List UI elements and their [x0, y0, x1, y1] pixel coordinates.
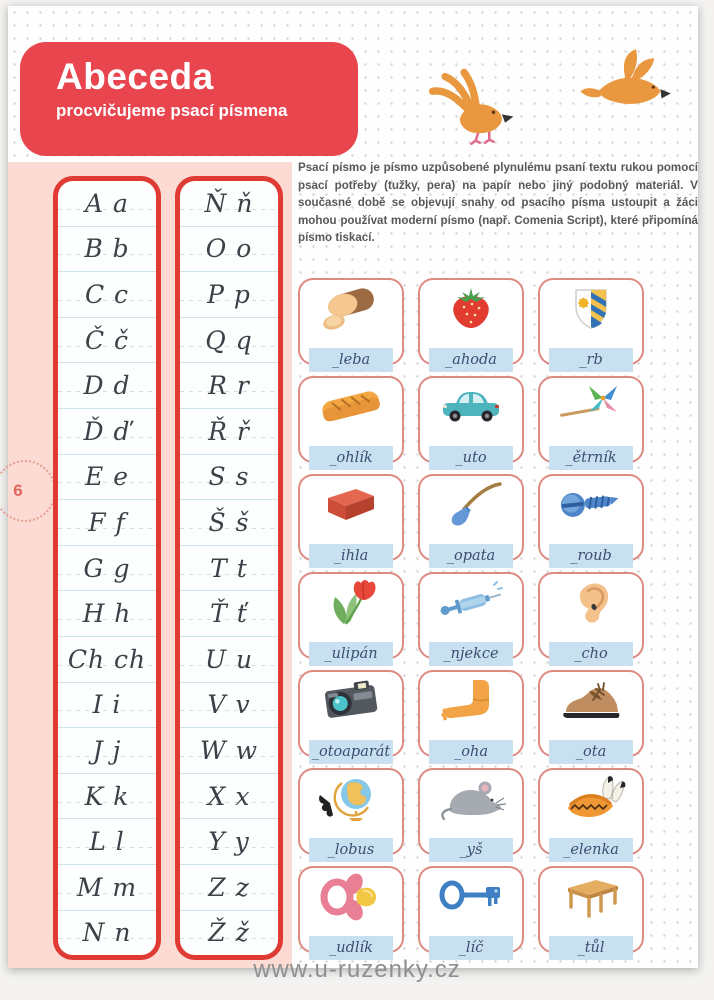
word-label: _lobus — [309, 838, 393, 862]
picture-card — [418, 278, 524, 368]
key-icon — [420, 869, 522, 925]
page-number: 6 — [13, 481, 23, 500]
word-label: _ahoda — [429, 348, 513, 372]
syringe-icon — [420, 575, 522, 631]
word-label: _ětrník — [549, 446, 633, 470]
flying-bird-icon — [428, 64, 518, 148]
picture-card — [538, 670, 644, 760]
letter-pair-row: F f — [58, 500, 156, 546]
flying-bird-icon — [576, 46, 674, 118]
letter-pair-row: J j — [58, 728, 156, 774]
letter-pair-row: B b — [58, 227, 156, 273]
headband-icon — [540, 771, 642, 827]
word-label: _líč — [429, 936, 513, 960]
letter-pair-row: Z z — [180, 865, 278, 911]
camera-icon — [300, 673, 402, 729]
word-label: _ota — [549, 740, 633, 764]
letter-pair-row: Ř ř — [180, 409, 278, 455]
letter-pair-row: H h — [58, 591, 156, 637]
letter-pair-row: R r — [180, 363, 278, 409]
letter-pair-row: N n — [58, 911, 156, 956]
letter-pair-row: Y y — [180, 819, 278, 865]
mouse-icon — [420, 771, 522, 827]
letter-pair-row: K k — [58, 774, 156, 820]
word-label: _rb — [549, 348, 633, 372]
intro-paragraph: Psací písmo je písmo uzpůsobené plynulému psaní textu rukou pomocí psací potřeby (tužky, pera) na papír nebo jiný podobný materiál. V současné době se objevují snahy od psacího písma ustoupit a žáci mohou používat moderní písmo (např. Comenia Script), které připomíná písmo tiskací. — [298, 161, 698, 244]
picture-card — [538, 278, 644, 368]
shield-icon — [540, 281, 642, 337]
shovel-icon — [420, 477, 522, 533]
picture-card — [298, 474, 404, 564]
word-label: _elenka — [549, 838, 633, 862]
alphabet-panel — [8, 162, 292, 968]
letter-pair-row: P p — [180, 272, 278, 318]
pinwheel-icon — [540, 379, 642, 435]
pacifier-icon — [300, 869, 402, 925]
baguette-icon — [300, 379, 402, 435]
picture-card — [538, 376, 644, 466]
word-label: _otoaparát — [309, 740, 393, 764]
letter-pair-row: V v — [180, 683, 278, 729]
picture-card — [418, 866, 524, 956]
word-label: _njekce — [429, 642, 513, 666]
picture-card — [418, 376, 524, 466]
picture-card — [418, 474, 524, 564]
picture-card — [298, 376, 404, 466]
letter-pair-row: E e — [58, 455, 156, 501]
letter-pair-row: Ch ch — [58, 637, 156, 683]
word-label: _ihla — [309, 544, 393, 568]
picture-card — [298, 572, 404, 662]
letter-pair-row: Š š — [180, 500, 278, 546]
picture-card — [538, 768, 644, 858]
picture-cards-grid — [298, 278, 644, 956]
word-label: _leba — [309, 348, 393, 372]
picture-card — [418, 768, 524, 858]
letter-pair-row: T t — [180, 546, 278, 592]
screw-icon — [540, 477, 642, 533]
letter-pair-row: L l — [58, 819, 156, 865]
picture-card — [538, 474, 644, 564]
workbook-page — [8, 6, 698, 968]
shoe-icon — [540, 673, 642, 729]
letter-pair-row: G g — [58, 546, 156, 592]
letter-pair-row: C c — [58, 272, 156, 318]
letter-pair-row: A a — [58, 181, 156, 227]
letter-pair-row: Ž ž — [180, 911, 278, 956]
letter-pair-row: Q q — [180, 318, 278, 364]
picture-card — [298, 866, 404, 956]
table-icon — [540, 869, 642, 925]
picture-card — [538, 866, 644, 956]
word-label: _udlík — [309, 936, 393, 960]
page-subtitle: procvičujeme psací písmena — [56, 101, 288, 120]
letter-pair-row: W w — [180, 728, 278, 774]
picture-card — [298, 768, 404, 858]
letter-pair-row: X x — [180, 774, 278, 820]
globe-icon — [300, 771, 402, 827]
leg-icon — [420, 673, 522, 729]
letter-pair-row: I i — [58, 683, 156, 729]
car-icon — [420, 379, 522, 435]
word-label: _roub — [549, 544, 633, 568]
tulip-icon — [300, 575, 402, 631]
picture-card — [418, 670, 524, 760]
letter-pair-row: Ň ň — [180, 181, 278, 227]
letter-pair-row: O o — [180, 227, 278, 273]
letter-pair-row: Č č — [58, 318, 156, 364]
website-watermark: www.u-ruzenky.cz — [253, 956, 461, 983]
letter-pair-row: Ď ď — [58, 409, 156, 455]
alphabet-column-2 — [175, 176, 283, 960]
picture-card — [538, 572, 644, 662]
letter-pair-row: U u — [180, 637, 278, 683]
page-header — [20, 42, 358, 156]
brick-icon — [300, 477, 402, 533]
word-label: _uto — [429, 446, 513, 470]
letter-pair-row: Ť ť — [180, 591, 278, 637]
picture-card — [298, 278, 404, 368]
bread-icon — [300, 281, 402, 337]
word-label: _ohlík — [309, 446, 393, 470]
page-title: Abeceda — [56, 56, 214, 97]
word-label: _ulipán — [309, 642, 393, 666]
strawberry-icon — [420, 281, 522, 337]
alphabet-column-1 — [53, 176, 161, 960]
letter-pair-row: M m — [58, 865, 156, 911]
picture-card — [418, 572, 524, 662]
word-label: _cho — [549, 642, 633, 666]
word-label: _tůl — [549, 936, 633, 960]
word-label: _oha — [429, 740, 513, 764]
letter-pair-row: D d — [58, 363, 156, 409]
word-label: _opata — [429, 544, 513, 568]
word-label: _yš — [429, 838, 513, 862]
page-number-badge — [0, 460, 56, 522]
ear-icon — [540, 575, 642, 631]
letter-pair-row: S s — [180, 455, 278, 501]
picture-card — [298, 670, 404, 760]
